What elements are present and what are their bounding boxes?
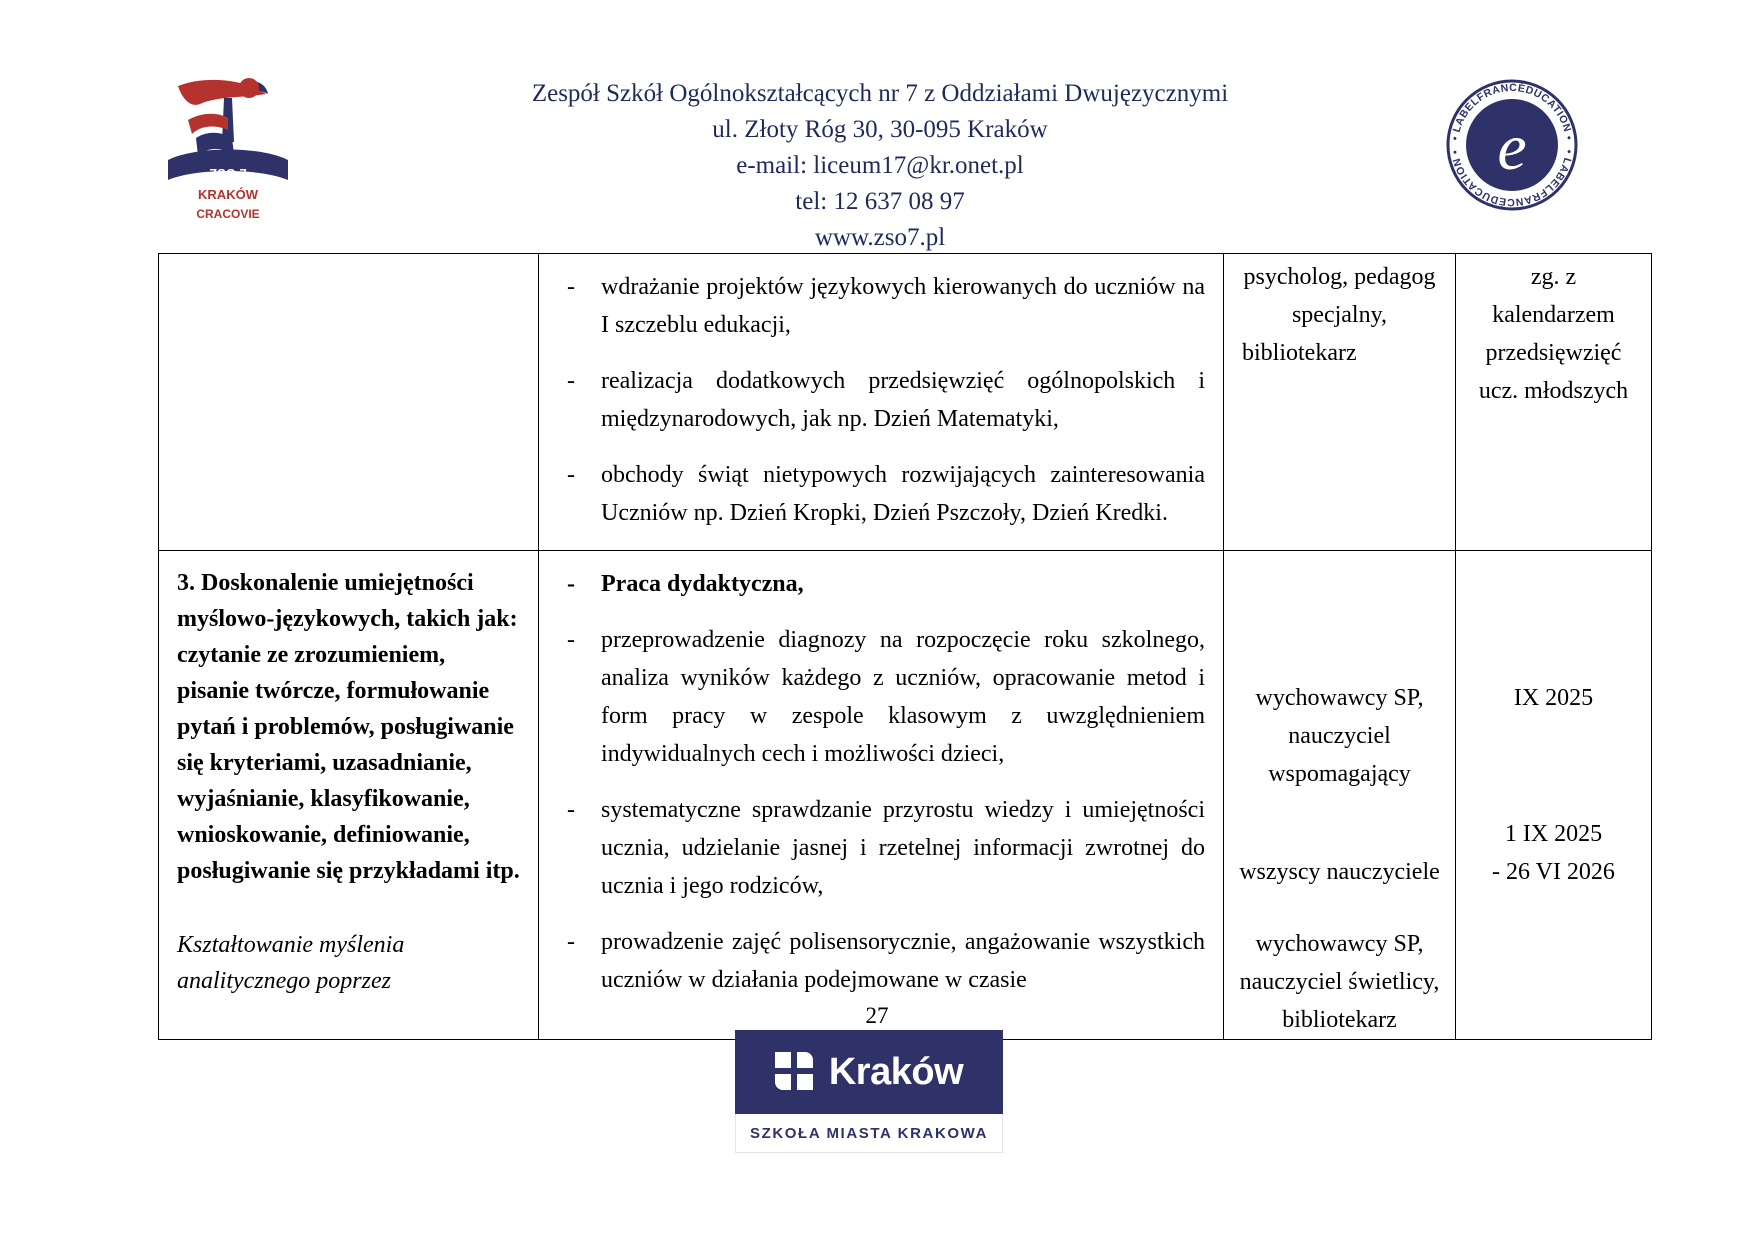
- goal-cell-empty: [159, 254, 539, 551]
- svg-text:KRAKÓW: KRAKÓW: [198, 187, 258, 202]
- krakow-logo-subtitle: SZKOŁA MIASTA KRAKOWA: [749, 1124, 989, 1142]
- responsible-line: nauczyciel świetlicy,: [1239, 969, 1440, 995]
- date-group: [1456, 679, 1651, 717]
- school-phone-line: tel: 12 637 08 97: [795, 188, 965, 215]
- svg-text:• LABELFRANCÉDUCATION •: • LABELFRANCÉDUCATION •: [1449, 149, 1575, 209]
- responsible-line: wychowawcy SP,: [1255, 931, 1424, 957]
- tasks-list: [557, 565, 1205, 999]
- date-line: zg. z kalendarzem: [1492, 264, 1615, 328]
- school-address-line: ul. Złoty Róg 30, 30-095 Kraków: [712, 116, 1048, 143]
- svg-text:CRACOVIE: CRACOVIE: [196, 207, 260, 221]
- responsible-line: wychowawcy SP,: [1255, 685, 1424, 711]
- krakow-logo-top: [735, 1030, 1003, 1114]
- responsible-line: specjalny,: [1291, 302, 1388, 328]
- goal-title: 3. Doskonalenie umiejętności myślowo-językowych, takich jak: czytanie ze zrozumieniem, pisanie twórcze, formułowanie pytań i problemów, posługiwanie się kryteriami, uzasadnianie, wyjaśnianie, klasyfikowanie, wnioskowanie, definiowanie, posługiwanie się przykładami itp.: [177, 570, 520, 884]
- date-line: IX 2025: [1513, 685, 1594, 711]
- responsible-group: [1224, 679, 1455, 793]
- list-item: - wdrażanie projektów językowych kierowanych do uczniów na I szczeblu edukacji,: [557, 268, 1205, 344]
- krakow-logo-word: Kraków: [828, 1050, 964, 1093]
- date-line: ucz. młodszych: [1478, 378, 1629, 404]
- responsible-cell: [1224, 551, 1456, 1040]
- list-item: - prowadzenie zajęć polisensorycznie, angażowanie wszystkich uczniów w działania podejmowane w czasie: [557, 923, 1205, 999]
- responsible-cell: [1224, 254, 1456, 551]
- list-item: - przeprowadzenie diagnozy na rozpoczęcie roku szkolnego, analiza wyników każdego z uczniów, opracowanie metod i form pracy w zespole klasowym z uwzględnieniem indywidualnych cech i możliwości dzieci,: [557, 621, 1205, 773]
- document-header: [0, 58, 1754, 251]
- date-line: przedsięwzięć: [1485, 340, 1622, 366]
- list-item: - Praca dydaktyczna,: [557, 565, 1205, 603]
- date-line: - 26 VI 2026: [1492, 859, 1615, 885]
- goal-cell: [159, 551, 539, 1040]
- school-contact-block: [380, 76, 1380, 256]
- svg-text:• LABELFRANCÉDUCATION •: • LABELFRANCÉDUCATION •: [1449, 81, 1575, 141]
- table-row: [159, 254, 1652, 551]
- responsible-line: wszyscy nauczyciele: [1239, 859, 1440, 885]
- dates-cell: [1456, 551, 1652, 1040]
- responsible-line: bibliotekarz: [1282, 1007, 1397, 1033]
- responsible-line: wspomagający: [1268, 761, 1411, 787]
- school-name-line: Zespół Szkół Ogólnokształcących nr 7 z Oddziałami Dwujęzycznymi: [531, 80, 1229, 107]
- dates-cell: [1456, 254, 1652, 551]
- list-item: - systematyczne sprawdzanie przyrostu wiedzy i umiejętności ucznia, udzielanie jasnej i rzetelnej informacji zwrotnej do ucznia i jego rodziców,: [557, 791, 1205, 905]
- krakow-logo-bottom: [735, 1114, 1003, 1153]
- page-number: 27: [865, 1003, 889, 1028]
- tasks-list: [557, 268, 1205, 532]
- tasks-cell: [539, 551, 1224, 1040]
- date-line: 1 IX 2025: [1504, 821, 1603, 847]
- table-row: [159, 551, 1652, 1040]
- date-group: [1456, 815, 1651, 891]
- list-item: - obchody świąt nietypowych rozwijających zainteresowania Uczniów np. Dzień Kropki, Dzień Pszczoły, Dzień Kredki.: [557, 456, 1205, 532]
- list-item: - realizacja dodatkowych przedsięwzięć ogólnopolskich i międzynarodowych, jak np. Dzień Matematyki,: [557, 362, 1205, 438]
- goal-subtitle: Kształtowanie myślenia analitycznego poprzez: [177, 932, 405, 994]
- responsible-line: bibliotekarz: [1242, 340, 1357, 366]
- responsible-group: [1224, 853, 1455, 891]
- responsible-line: psycholog, pedagog: [1243, 264, 1436, 290]
- krakow-mark-icon: [775, 1052, 815, 1092]
- svg-text:e: e: [1497, 111, 1527, 184]
- responsible-line: nauczyciel: [1288, 723, 1391, 749]
- svg-text:ZSO 7: ZSO 7: [209, 166, 247, 181]
- labelfranceducation-logo: [1432, 70, 1592, 220]
- school-crest-logo: [148, 68, 308, 223]
- plan-table: [158, 253, 1652, 1040]
- goal-cell-empty-content: [159, 254, 538, 286]
- school-website-line: www.zso7.pl: [814, 224, 946, 251]
- school-email-line: e-mail: liceum17@kr.onet.pl: [736, 152, 1024, 179]
- krakow-city-logo: [735, 1030, 1003, 1152]
- tasks-cell: [539, 254, 1224, 551]
